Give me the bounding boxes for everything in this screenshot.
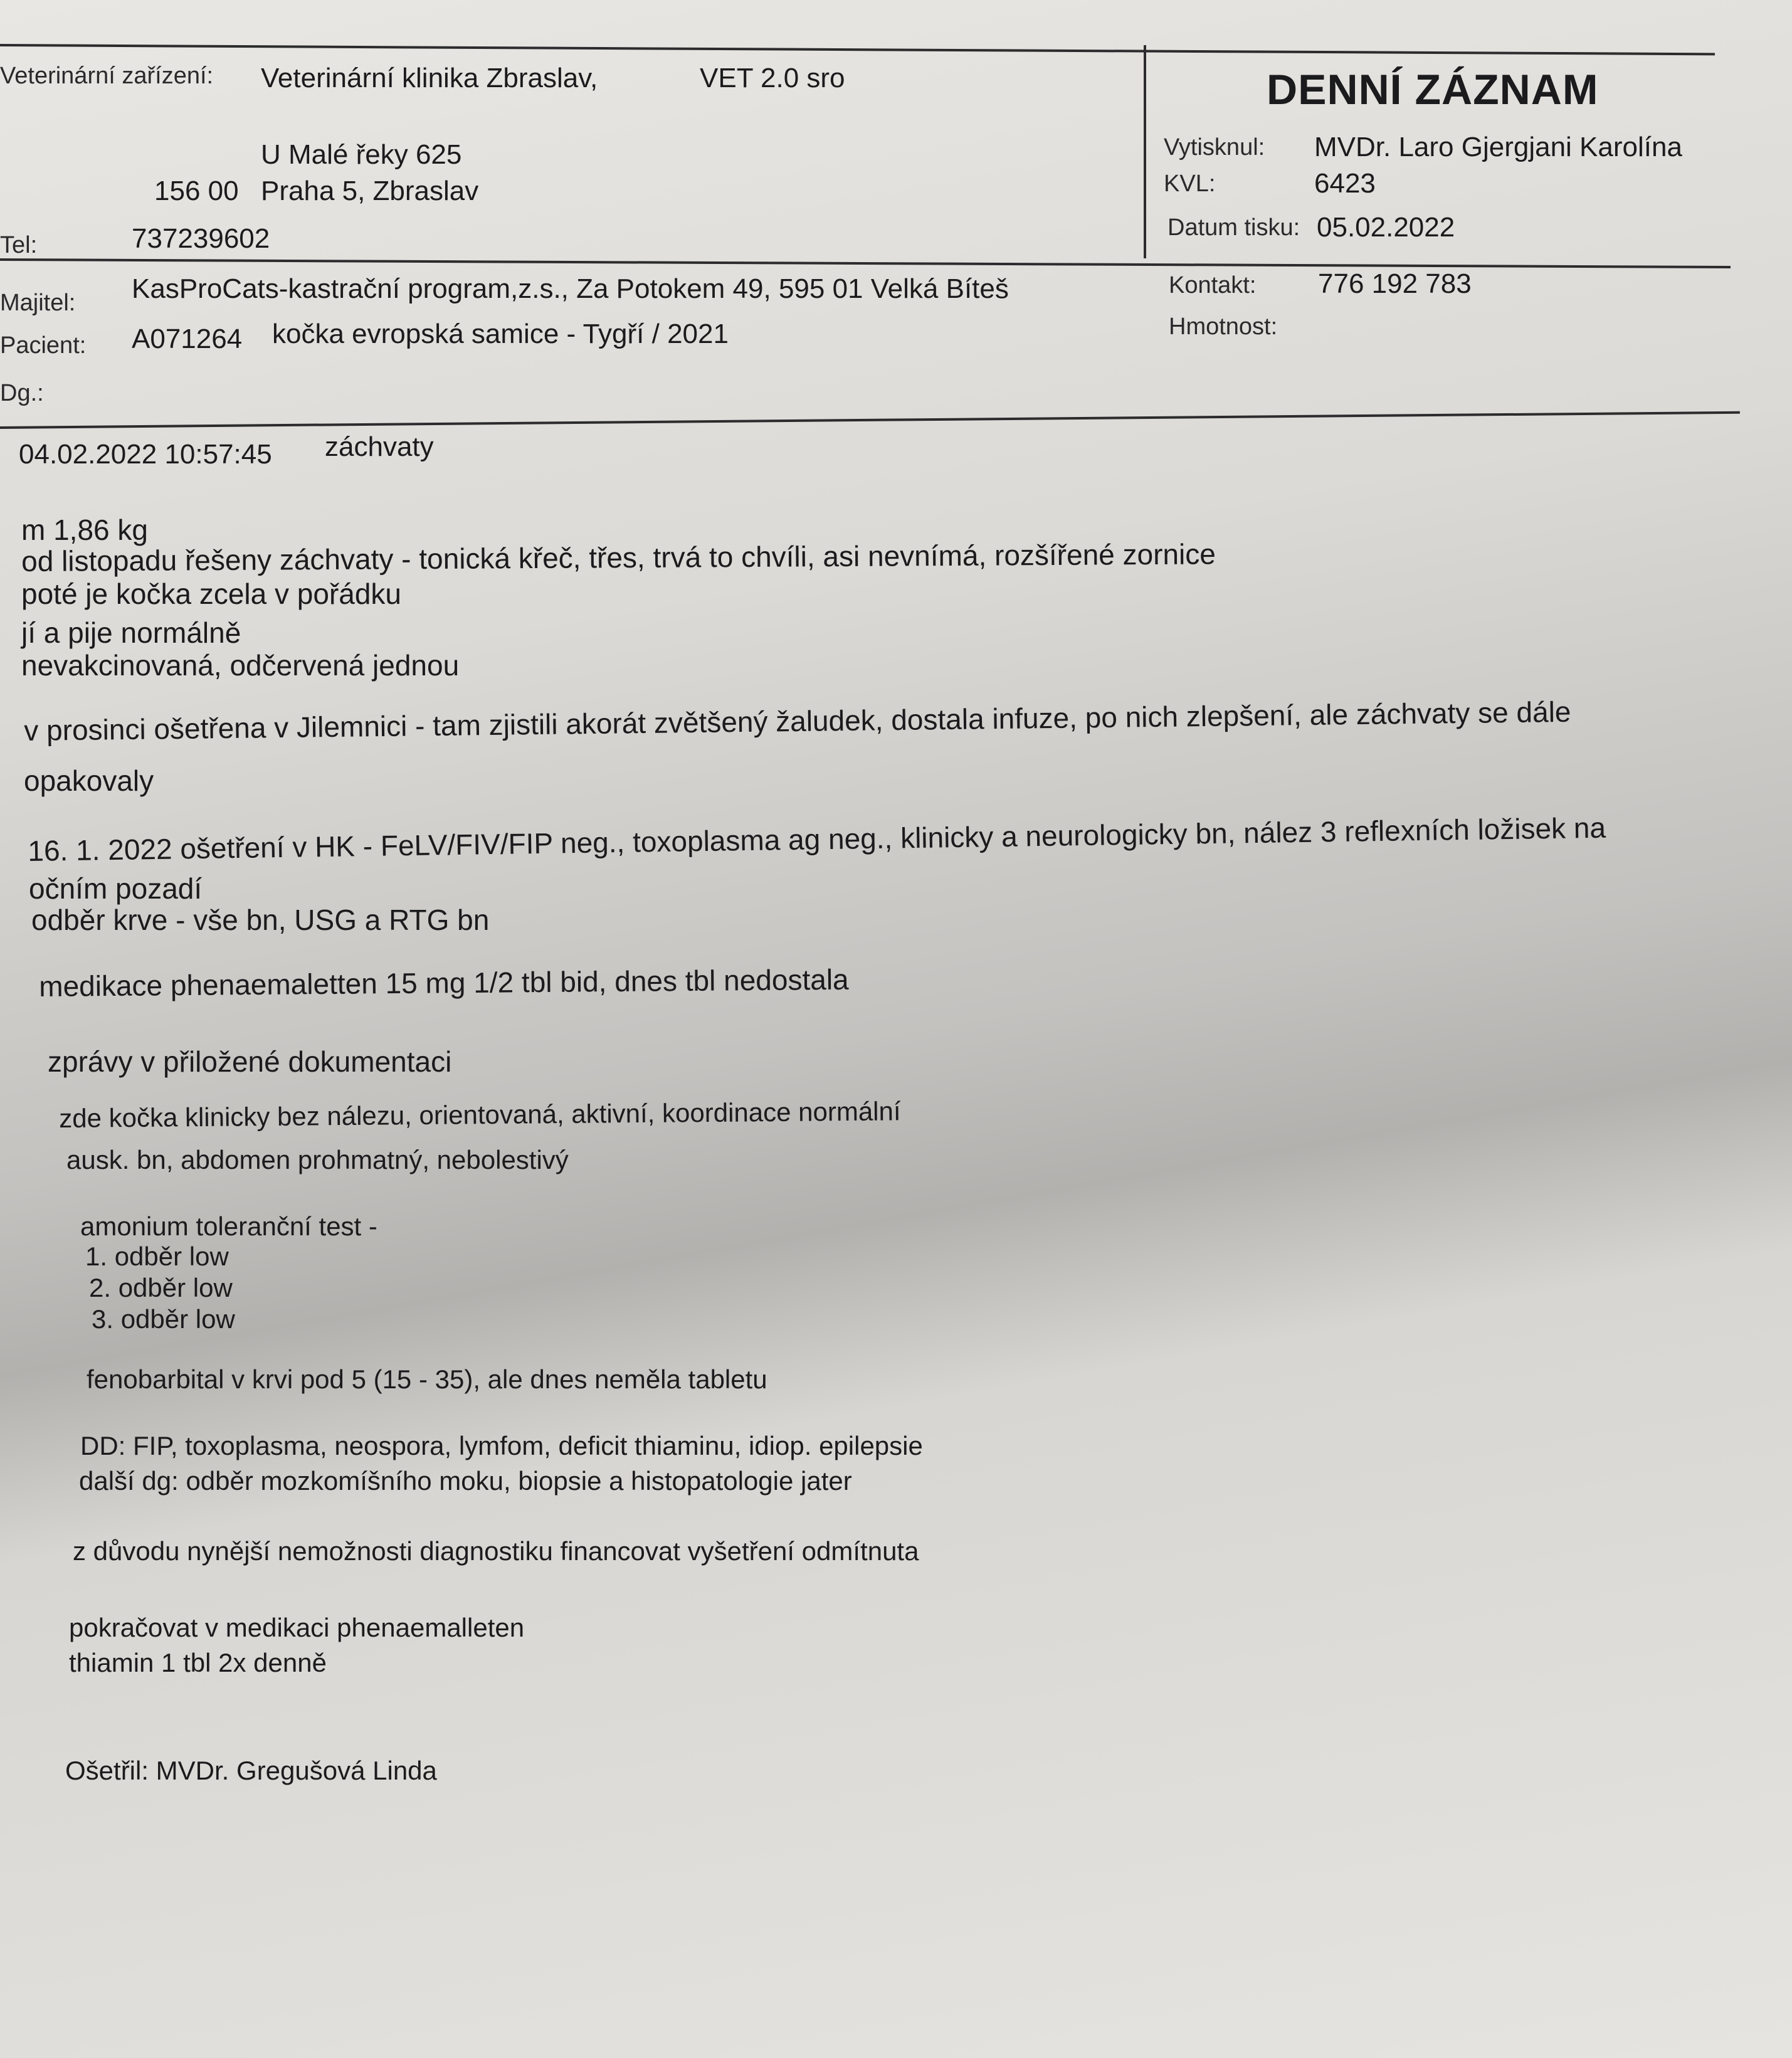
record-line: zprávy v přiložené dokumentaci — [48, 1045, 452, 1078]
print-date-value: 05.02.2022 — [1317, 212, 1455, 243]
record-line: odběr krve - vše bn, USG a RTG bn — [31, 904, 490, 936]
tel-label: Tel: — [0, 232, 38, 258]
printed-by-label: Vytisknul: — [1164, 134, 1265, 161]
print-date-label: Datum tisku: — [1167, 214, 1300, 241]
header-divider — [1144, 45, 1146, 258]
document-title: DENNÍ ZÁZNAM — [1267, 66, 1599, 113]
record-line: medikace phenaemaletten 15 mg 1/2 tbl bid, dnes tbl nedostala — [39, 963, 849, 1003]
dg-label: Dg.: — [0, 380, 44, 406]
record-line: zde kočka klinicky bez nálezu, orientovaná, aktivní, koordinace normální — [59, 1096, 901, 1133]
record-line: ausk. bn, abdomen prohmatný, nebolestivý — [66, 1145, 569, 1174]
record-line: jí a pije normálně — [21, 616, 241, 649]
record-line: 16. 1. 2022 ošetření v HK - FeLV/FIV/FIP neg., toxoplasma ag neg., klinicky a neurologicky bn, nález 3 reflexních ložisek na — [28, 811, 1606, 867]
record-line: 2. odběr low — [89, 1273, 233, 1302]
record-line: 1. odběr low — [85, 1242, 229, 1271]
record-line: fenobarbital v krvi pod 5 (15 - 35), ale dnes neměla tabletu — [87, 1364, 767, 1394]
printed-by-value: MVDr. Laro Gjergjani Karolína — [1314, 132, 1682, 162]
record-line: pokračovat v medikaci phenaemalleten — [69, 1613, 525, 1642]
record-line: poté je kočka zcela v pořádku — [21, 578, 402, 610]
record-line: nevakcinovaná, odčervená jednou — [21, 649, 460, 682]
contact-label: Kontakt: — [1169, 272, 1257, 298]
treated-by: Ošetřil: MVDr. Gregušová Linda — [65, 1756, 437, 1785]
record-datetime: 04.02.2022 10:57:45 — [19, 439, 272, 470]
record-line: opakovaly — [24, 764, 154, 797]
record-line: od listopadu řešeny záchvaty - tonická křeč, třes, trvá to chvíli, asi nevnímá, rozšířené zornice — [21, 537, 1216, 578]
record-line: thiamin 1 tbl 2x denně — [69, 1648, 327, 1677]
record-line: další dg: odběr mozkomíšního moku, biopsie a histopatologie jater — [79, 1466, 852, 1496]
tel-value: 737239602 — [132, 223, 270, 254]
owner-bottom-rule — [0, 411, 1740, 429]
record-line: z důvodu nynější nemožnosti diagnostiku financovat vyšetření odmítnuta — [73, 1536, 919, 1566]
facility-street: U Malé řeky 625 — [261, 139, 462, 170]
weight-label: Hmotnost: — [1169, 314, 1278, 340]
record-line: m 1,86 kg — [21, 514, 148, 546]
contact-value: 776 192 783 — [1318, 268, 1472, 299]
top-rule — [0, 44, 1715, 55]
owner-label: Majitel: — [0, 290, 76, 316]
record-reason: záchvaty — [325, 431, 434, 462]
patient-value: kočka evropská samice - Tygří / 2021 — [272, 319, 729, 349]
kvl-label: KVL: — [1164, 171, 1216, 197]
facility-name: Veterinární klinika Zbraslav, — [261, 63, 598, 93]
record-line: 3. odběr low — [92, 1304, 235, 1334]
record-line: v prosinci ošetřena v Jilemnici - tam zjistili akorát zvětšený žaludek, dostala infuze, po nich zlepšení, ale záchvaty se dále — [24, 695, 1571, 747]
facility-postcode: 156 00 — [154, 176, 239, 206]
patient-id: A071264 — [132, 324, 243, 354]
record-line: očním pozadí — [29, 872, 203, 905]
header-bottom-rule — [0, 258, 1731, 268]
patient-label: Pacient: — [0, 332, 87, 359]
facility-city: Praha 5, Zbraslav — [261, 176, 479, 206]
record-line: amonium toleranční test - — [80, 1211, 377, 1241]
record-line: DD: FIP, toxoplasma, neospora, lymfom, deficit thiaminu, idiop. epilepsie — [80, 1431, 923, 1460]
kvl-value: 6423 — [1314, 168, 1376, 199]
facility-label: Veterinární zařízení: — [0, 63, 214, 89]
owner-value: KasProCats-kastrační program,z.s., Za Potokem 49, 595 01 Velká Bíteš — [132, 273, 1009, 304]
facility-company: VET 2.0 sro — [700, 63, 845, 93]
